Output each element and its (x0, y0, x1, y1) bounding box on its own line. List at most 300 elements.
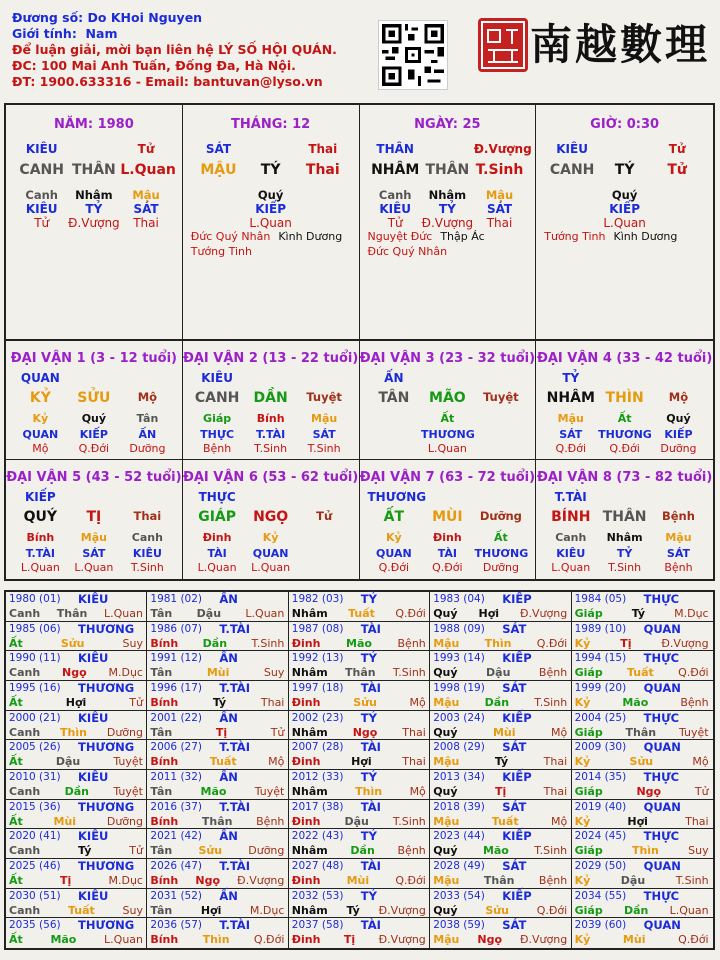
year-detail (292, 874, 426, 887)
year-cell[interactable] (289, 770, 430, 800)
luck-ten-god: QUAN (20, 371, 60, 385)
pillar-hidden-god (6, 202, 182, 216)
year-branch: Dần (64, 784, 89, 798)
luck-hidden-row (360, 561, 536, 575)
year-stem: Mậu (433, 695, 460, 709)
luck-hidden-cell: Q.Đới (555, 442, 586, 455)
year-stage: Tử (129, 695, 143, 709)
year-branch: Thìn (202, 933, 230, 947)
year-branch: Thìn (355, 784, 383, 798)
red-seal-logo (478, 18, 528, 72)
gender-value: Nam (85, 26, 118, 41)
pillar-stem-branch (536, 162, 713, 182)
year-cell[interactable] (572, 711, 713, 741)
year-cell[interactable] (147, 829, 288, 859)
luck-hidden-cell (368, 442, 421, 456)
pillar-hidden-god-cell: SÁT (486, 202, 513, 216)
name-label: Đương số: (12, 10, 84, 25)
year-cell[interactable] (6, 711, 147, 741)
luck-name-cell: Mộ (668, 390, 689, 404)
year-cell[interactable] (289, 651, 430, 681)
pillar-stage-cell (297, 216, 348, 230)
year-cell[interactable] (572, 918, 713, 948)
year-detail (292, 904, 426, 917)
year-cell[interactable] (572, 800, 713, 830)
year-cell[interactable] (572, 651, 713, 681)
year-cell[interactable] (430, 740, 571, 770)
year-ten-god: KIẾP (502, 829, 532, 844)
luck-hidden-row (183, 561, 359, 575)
luck-hidden-row (360, 547, 536, 561)
luck-hidden-row (360, 412, 536, 426)
year-stage: Mộ (409, 695, 426, 709)
year-stage: Dưỡng (106, 725, 143, 739)
year-cell[interactable] (289, 889, 430, 919)
pillar-hidden-stem-cell: Mậu (132, 188, 160, 202)
year-stage: Mộ (692, 755, 709, 769)
year-label: 2031 (52) (150, 889, 203, 902)
luck-hidden-cell (298, 531, 351, 545)
year-cell[interactable] (430, 800, 571, 830)
star-good: Đức Quý Nhân (367, 245, 448, 258)
luck-stem-branch (6, 390, 182, 410)
luck-hidden-cell: Dưỡng (482, 561, 519, 574)
luck-hidden-cell: KIÊU (132, 547, 162, 560)
luck-hidden-cell: QUAN (252, 547, 289, 560)
year-stage: Tuyệt (113, 755, 143, 769)
year-ten-god: SÁT (502, 918, 527, 933)
luck-hidden-cell: Ất (493, 531, 508, 544)
year-ten-god: TÀI (360, 799, 381, 814)
year-cell[interactable] (147, 651, 288, 681)
year-cell[interactable] (147, 770, 288, 800)
pillar-ten-god-cell: Thai (308, 142, 338, 156)
year-branch: Mão (50, 933, 77, 947)
year-ten-god: THỰC (643, 769, 680, 784)
year-cell[interactable] (430, 859, 571, 889)
pillar-ten-god-cell: Tử (668, 142, 686, 156)
luck-ten-god-row (536, 371, 713, 387)
year-cell[interactable] (430, 592, 571, 622)
year-stem: Canh (9, 666, 41, 680)
year-stage: Bệnh (538, 873, 568, 887)
year-stem: Bính (150, 636, 179, 650)
year-cell[interactable] (6, 889, 147, 919)
luck-hidden-cell: Q.Đới (78, 442, 110, 455)
luck-name-cell: MÙI (432, 509, 463, 525)
luck-hidden-cell: T.Sinh (130, 561, 164, 574)
year-cell[interactable] (430, 651, 571, 681)
year-stem: Quý (433, 784, 458, 798)
year-detail (292, 933, 426, 946)
luck-name-cell: Tuyệt (306, 390, 342, 404)
pillar-column (183, 105, 360, 339)
luck-hidden-cell (368, 428, 421, 442)
year-label: 2018 (39) (433, 800, 485, 813)
luck-hidden-row (6, 561, 182, 575)
luck-ten-god-row (360, 490, 536, 506)
year-stage: Đ.Vượng (519, 607, 568, 620)
year-cell[interactable] (572, 859, 713, 889)
pillar-hidden-stem-cell (297, 188, 348, 202)
luck-hidden-cell: L.Quan (551, 561, 591, 574)
pillar-stage-cell: Tử (387, 216, 403, 230)
luck-ten-god: ẤN (384, 371, 404, 385)
year-detail (433, 785, 567, 798)
luck-period (360, 341, 537, 460)
yearly-table (4, 590, 715, 950)
luck-title: ĐẠI VẬN 2 (13 - 22 tuổi) (182, 351, 359, 366)
luck-hidden-cell: L.Quan (427, 442, 467, 455)
star-line (368, 244, 485, 259)
luck-ten-god: KIÊU (201, 371, 233, 385)
luck-hidden-cell: Quý (666, 412, 691, 425)
year-branch: Thân (625, 725, 657, 739)
pillar-stem-branch-cell: Tử (667, 162, 687, 178)
pillar-stage-cell: L.Quan (603, 216, 646, 230)
luck-hidden-row (536, 547, 713, 561)
year-detail (9, 637, 143, 650)
year-cell[interactable] (289, 681, 430, 711)
year-cell[interactable] (572, 681, 713, 711)
year-cell[interactable] (289, 918, 430, 948)
year-ten-god: THƯƠNG (78, 680, 135, 695)
year-label: 2035 (56) (9, 919, 61, 932)
year-ten-god: KIẾP (502, 592, 532, 606)
year-branch: Tị (215, 725, 228, 739)
year-stage: Bệnh (397, 844, 426, 858)
year-label: 2020 (41) (9, 830, 61, 843)
year-cell[interactable] (430, 889, 571, 919)
year-stem: Tân (150, 666, 173, 680)
luck-hidden-row (6, 442, 182, 456)
year-ten-god: QUAN (643, 858, 681, 873)
year-stem: Đinh (291, 933, 321, 947)
year-branch: Mão (346, 636, 372, 650)
pillar-hidden-god-cell: TỶ (85, 202, 103, 216)
pillar-stage-cell: L.Quan (249, 216, 292, 230)
year-stage: Mộ (550, 814, 568, 828)
year-cell[interactable] (572, 592, 713, 622)
year-cell[interactable] (430, 829, 571, 859)
luck-hidden-cell: SÁT (559, 428, 583, 441)
year-branch: Sửu (485, 903, 509, 917)
year-label: 1994 (15) (574, 652, 627, 665)
year-branch: Mùi (622, 933, 646, 947)
year-ten-god: THƯƠNG (78, 740, 135, 755)
year-detail (150, 726, 284, 739)
year-label: 2019 (40) (574, 800, 627, 813)
luck-hidden-cell: L.Quan (20, 561, 60, 574)
year-detail (575, 637, 709, 650)
luck-hidden-cell: TÀI (437, 547, 457, 560)
luck-stem-branch (183, 390, 359, 410)
year-cell[interactable] (147, 859, 288, 889)
year-label: 2027 (48) (291, 859, 344, 872)
year-cell[interactable] (289, 622, 430, 652)
luck-hidden-row (183, 547, 359, 561)
year-stage: L.Quan (245, 607, 285, 620)
luck-ten-god-row (536, 490, 713, 506)
year-branch: Thân (201, 814, 233, 828)
pillar-column (360, 105, 537, 339)
year-detail (150, 815, 284, 828)
year-cell[interactable] (6, 918, 147, 948)
year-stem: Tân (150, 784, 173, 798)
year-stage: Tử (270, 725, 285, 739)
year-branch: Dần (202, 636, 228, 650)
luck-name-cell: Thai (133, 509, 162, 523)
luck-period (536, 341, 713, 460)
luck-hidden-row (536, 428, 713, 442)
year-stage: Bệnh (680, 695, 709, 709)
luck-title: ĐẠI VẬN 4 (33 - 42 tuổi) (536, 351, 713, 366)
year-label: 1990 (11) (9, 652, 61, 665)
year-label: 2001 (22) (150, 711, 203, 724)
year-cell[interactable] (147, 800, 288, 830)
pillar-hidden-stem-cell: Nhâm (75, 188, 113, 202)
year-detail (292, 815, 426, 828)
year-detail (433, 904, 567, 917)
star-bad: Kình Dương (613, 230, 678, 243)
year-cell[interactable] (6, 829, 147, 859)
year-cell[interactable] (147, 622, 288, 652)
luck-ten-god-row (183, 371, 359, 387)
star-line (191, 244, 342, 259)
year-ten-god: KIÊU (78, 592, 109, 606)
year-cell[interactable] (6, 651, 147, 681)
year-stem: Canh (9, 844, 41, 858)
year-cell[interactable] (572, 770, 713, 800)
year-detail (292, 696, 426, 709)
luck-stem-branch (183, 509, 359, 529)
year-cell[interactable] (6, 859, 147, 889)
year-ten-god: TÀI (360, 740, 381, 755)
year-stem: Giáp (574, 903, 603, 917)
year-cell[interactable] (147, 889, 288, 919)
year-detail (9, 607, 143, 620)
year-label: 2002 (23) (291, 711, 344, 724)
year-stem: Ất (9, 933, 23, 947)
pillar-hidden-god-cell (651, 202, 703, 216)
pillar-hidden-god-cell: KIẾP (255, 202, 286, 216)
luck-hidden-cell: TỶ (616, 547, 633, 560)
year-cell[interactable] (430, 622, 571, 652)
luck-ten-god: T.TÀI (554, 490, 587, 504)
year-branch: Dần (484, 695, 510, 709)
year-stem: Canh (9, 903, 41, 917)
year-cell[interactable] (430, 770, 571, 800)
year-stage: Q.Đới (395, 873, 426, 887)
luck-hidden-cell: Ất (440, 412, 455, 425)
year-label: 1991 (12) (150, 652, 203, 665)
year-cell[interactable] (6, 800, 147, 830)
year-stem: Tân (150, 903, 173, 917)
year-branch: Mùi (492, 725, 516, 739)
year-stem: Đinh (291, 755, 321, 769)
pillar-stem-branch-cell: NHÂM (371, 162, 420, 178)
year-label: 2032 (53) (291, 889, 344, 902)
pillar-ten-god-cell: KIÊU (556, 142, 588, 156)
pillar-ten-god-cell (245, 142, 296, 160)
year-stem: Đinh (291, 636, 321, 650)
year-branch: Ngọ (62, 666, 87, 680)
year-branch: Mùi (206, 666, 230, 680)
year-branch: Ngọ (477, 933, 502, 947)
year-branch: Tý (494, 755, 509, 769)
year-label: 2014 (35) (574, 770, 627, 783)
qr-code[interactable] (378, 20, 448, 90)
year-ten-god: TÀI (360, 858, 381, 873)
year-cell[interactable] (430, 681, 571, 711)
star-bad: Thập Ác (440, 230, 485, 243)
year-label: 2023 (44) (433, 830, 485, 843)
pillar-hidden-stem (6, 188, 182, 202)
luck-name-cell: Bệnh (661, 509, 695, 523)
year-ten-god: QUAN (643, 740, 681, 755)
year-detail (150, 844, 284, 857)
pillar-hidden-stem-cell: Mậu (485, 188, 514, 202)
year-ten-god: QUAN (643, 799, 681, 814)
year-cell[interactable] (289, 592, 430, 622)
luck-name-cell: NHÂM (546, 390, 595, 406)
year-stem: Nhâm (291, 784, 328, 798)
year-cell[interactable] (289, 800, 430, 830)
luck-ten-god-spacer (652, 490, 705, 506)
year-cell[interactable] (6, 622, 147, 652)
year-branch: Tý (212, 695, 227, 709)
pillar-ten-god-cell: THÂN (376, 142, 414, 156)
year-stem: Bính (150, 814, 179, 828)
year-branch: Dần (623, 903, 649, 917)
year-detail (9, 874, 143, 887)
year-detail (575, 607, 709, 620)
year-cell[interactable] (147, 918, 288, 948)
year-cell[interactable] (147, 592, 288, 622)
luck-name-cell: GIÁP (198, 509, 236, 525)
pillar-hidden-stem-cell (651, 188, 703, 202)
year-detail (150, 874, 284, 887)
name-value: Do KHoi Nguyen (87, 10, 203, 25)
year-cell[interactable] (6, 681, 147, 711)
luck-hidden-row (536, 561, 713, 575)
year-cell[interactable] (430, 918, 571, 948)
star-line (544, 229, 677, 244)
luck-ten-god-spacer (68, 490, 121, 506)
year-label: 2033 (54) (433, 889, 485, 902)
year-ten-god: THƯƠNG (78, 799, 135, 814)
luck-hidden-cell: Bính (26, 531, 55, 544)
pillar-stem-branch (6, 162, 182, 182)
year-stem: Nhâm (291, 844, 328, 858)
pillar-stage-cell: Thai (133, 216, 159, 230)
luck-hidden-cell: SÁT (666, 547, 690, 560)
year-cell[interactable] (289, 740, 430, 770)
year-stem: Ất (9, 636, 23, 650)
year-stage: Suy (122, 636, 143, 650)
year-ten-god: T.TÀI (219, 680, 250, 695)
year-stem: Nhâm (291, 903, 328, 917)
year-branch: Tý (78, 844, 92, 858)
year-cell[interactable] (147, 711, 288, 741)
pillar-hidden-stem (360, 188, 536, 202)
year-cell[interactable] (6, 592, 147, 622)
year-branch: Tý (631, 607, 646, 620)
header-info (12, 10, 337, 90)
pillar-title: NGÀY: 25 (414, 117, 481, 132)
year-stage: Q.Đới (678, 666, 709, 680)
year-cell[interactable] (6, 740, 147, 770)
year-label: 2006 (27) (150, 741, 203, 754)
luck-ten-god-spacer (421, 490, 474, 506)
luck-ten-god: TỶ (562, 371, 580, 385)
luck-hidden-cell: Q.Đới (609, 442, 640, 455)
year-cell[interactable] (147, 681, 288, 711)
year-stage: Đ.Vượng (237, 873, 285, 887)
pillar-stage (536, 216, 713, 230)
pillar-stage (360, 216, 536, 230)
year-cell[interactable] (289, 711, 430, 741)
year-ten-god: THỰC (643, 592, 680, 606)
luck-hidden-row (183, 531, 359, 545)
year-detail (433, 666, 567, 679)
year-stage: Thai (402, 755, 426, 769)
year-detail (9, 785, 143, 798)
luck-hidden-cell: L.Quan (74, 561, 114, 574)
year-cell[interactable] (430, 711, 571, 741)
year-cell[interactable] (289, 829, 430, 859)
year-cell[interactable] (572, 622, 713, 652)
luck-stem-branch (536, 390, 713, 410)
contact-line: Để luận giải, mời bạn liên hệ LÝ SỐ HỘI QUÁN. (12, 42, 337, 57)
pillar-stem-branch-cell: CANH (19, 162, 64, 178)
year-detail (433, 607, 567, 620)
year-stage: Suy (688, 844, 709, 858)
year-detail (292, 607, 426, 620)
luck-hidden-cell: Đinh (202, 531, 232, 544)
year-label: 1987 (08) (291, 622, 344, 635)
luck-hidden-row (6, 531, 182, 545)
year-cell[interactable] (572, 829, 713, 859)
year-stem: Tân (150, 844, 173, 858)
year-stem: Bính (150, 695, 179, 709)
year-ten-god: KIẾP (502, 888, 532, 903)
year-ten-god: TỶ (360, 829, 377, 844)
year-cell[interactable] (572, 889, 713, 919)
phone-email-line: ĐT: 1900.633316 - Email: bantuvan@lyso.vn (12, 74, 323, 89)
year-detail (575, 666, 709, 679)
year-ten-god: QUAN (643, 918, 681, 933)
year-label: 2016 (37) (150, 800, 203, 813)
year-detail (9, 933, 143, 946)
year-cell[interactable] (572, 740, 713, 770)
year-branch: Thân (56, 607, 88, 620)
year-stage: Tuyệt (113, 784, 143, 798)
year-cell[interactable] (147, 740, 288, 770)
year-branch: Dậu (620, 873, 646, 887)
luck-name-cell: BÍNH (551, 509, 591, 525)
luck-name-cell: TỊ (86, 509, 102, 525)
luck-name-cell: THÂN (602, 509, 647, 525)
pillar-stem-branch-cell: TÝ (260, 162, 281, 178)
year-stem: Giáp (574, 844, 603, 858)
year-cell[interactable] (289, 859, 430, 889)
year-cell[interactable] (6, 770, 147, 800)
year-label: 1985 (06) (9, 622, 61, 635)
pillar-hidden-god-cell: SÁT (133, 202, 159, 216)
year-detail (9, 844, 143, 857)
luck-hidden-cell (475, 428, 528, 442)
